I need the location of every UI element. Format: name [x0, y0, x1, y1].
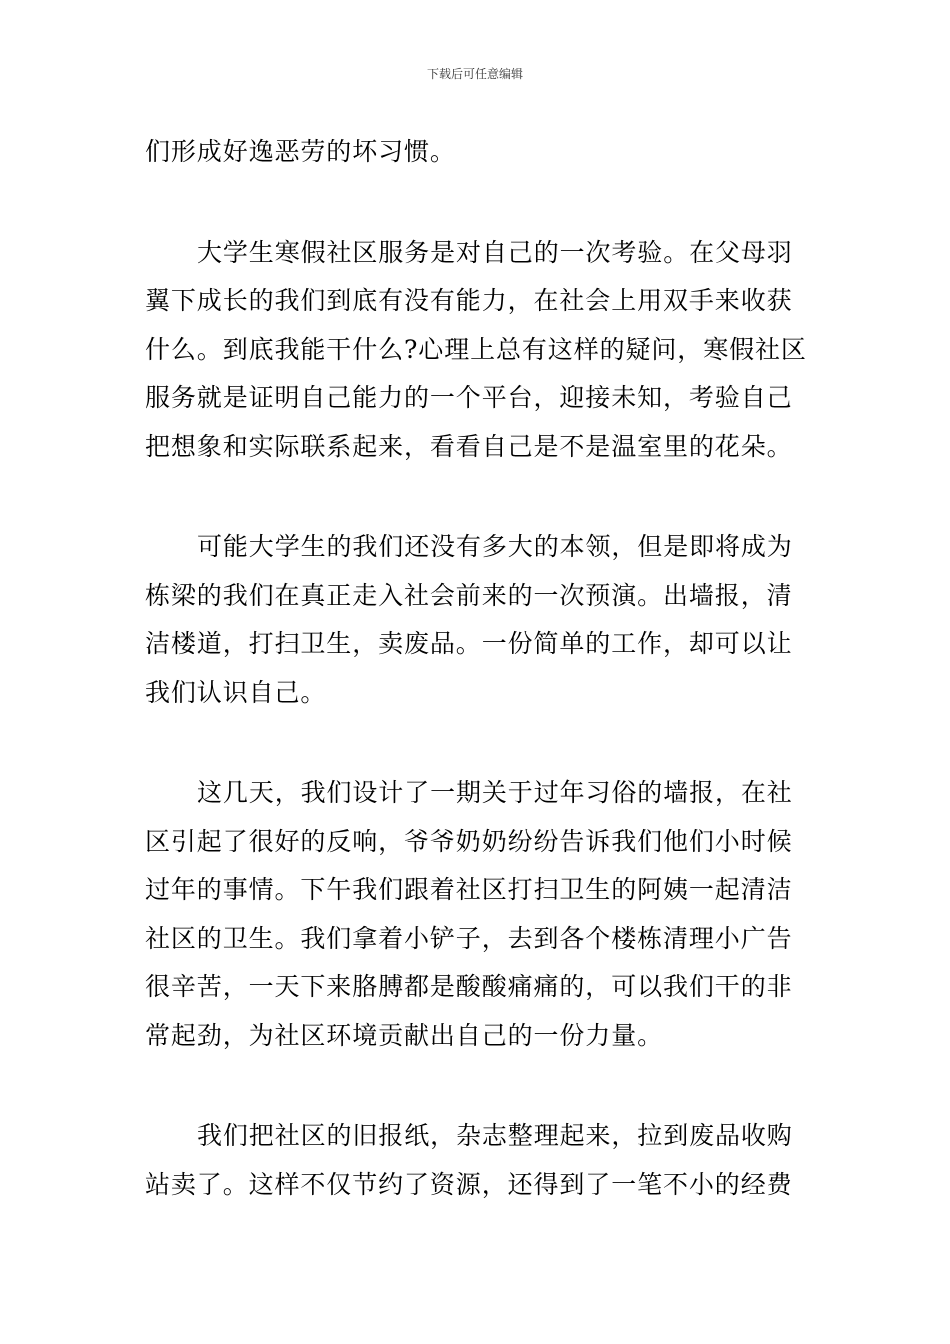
paragraph-spacer: [145, 717, 807, 769]
paragraph-line: 社区的卫生。我们拿着小铲子，去到各个楼栋清理小广告: [145, 923, 793, 953]
paragraph-line: 洁楼道，打扫卫生，卖废品。一份简单的工作，却可以让: [145, 629, 793, 658]
paragraph-line: 站卖了。这样不仅节约了资源，还得到了一笔不小的经费: [145, 1169, 793, 1199]
document-body: [145, 128, 807, 1209]
paragraph-line: 可能大学生的我们还没有多大的本领，但是即将成为: [197, 532, 793, 561]
paragraph-line: 服务就是证明自己能力的一个平台，迎接未知，考验自己: [145, 383, 793, 412]
paragraph-spacer: [145, 1060, 807, 1112]
paragraph-line: 区引起了很好的反响，爷爷奶奶纷纷告诉我们他们小时候: [145, 826, 793, 856]
paragraph-1: [145, 128, 807, 177]
paragraph-line: 常起劲，为社区环境贡献出自己的一份力量。: [145, 1020, 664, 1050]
paragraph-5: [145, 1112, 807, 1209]
paragraph-4: [145, 769, 807, 1060]
paragraph-spacer: [145, 177, 807, 229]
paragraph-2: [145, 229, 807, 472]
paragraph-line: 这几天，我们设计了一期关于过年习俗的墙报，在社: [197, 778, 793, 807]
paragraph-3: [145, 523, 807, 717]
paragraph-line: 把想象和实际联系起来，看看自己是不是温室里的花朵。: [145, 431, 793, 461]
page-header: 下载后可任意编辑: [426, 67, 523, 81]
paragraph-line: 过年的事情。下午我们跟着社区打扫卫生的阿姨一起清洁: [145, 875, 793, 904]
paragraph-line: 我们认识自己。: [145, 677, 327, 707]
paragraph-line: 我们把社区的旧报纸，杂志整理起来，拉到废品收购: [197, 1121, 793, 1150]
paragraph-line: 栋梁的我们在真正走入社会前来的一次预演。出墙报，清: [145, 580, 793, 610]
paragraph-line: 大学生寒假社区服务是对自己的一次考验。在父母羽: [197, 237, 793, 267]
paragraph-line: 们形成好逸恶劳的坏习惯。: [145, 137, 456, 166]
paragraph-spacer: [145, 471, 807, 523]
paragraph-line: 翼下成长的我们到底有没有能力，在社会上用双手来收获: [145, 286, 793, 315]
paragraph-line: 什么。到底我能干什么?心理上总有这样的疑问，寒假社区: [145, 334, 807, 364]
paragraph-line: 很辛苦，一天下来胳膊都是酸酸痛痛的，可以我们干的非: [145, 972, 793, 1001]
